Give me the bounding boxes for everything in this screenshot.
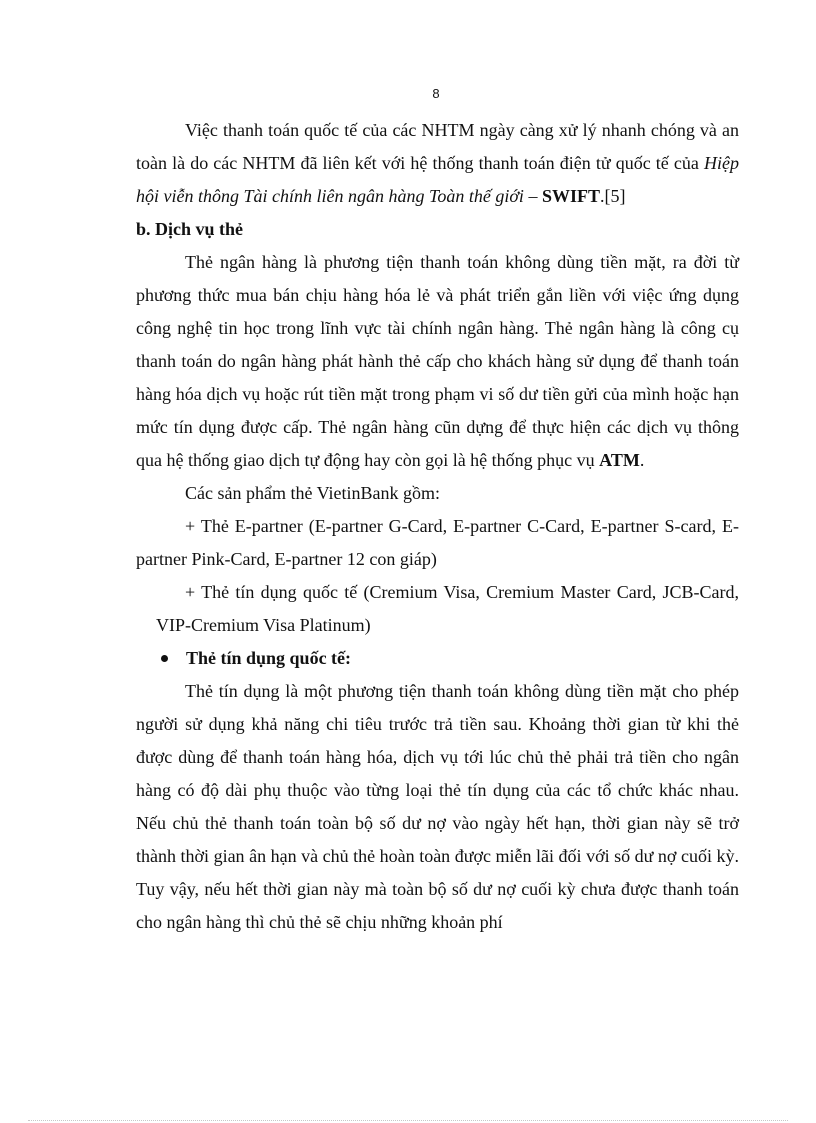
page-number: 8 <box>432 86 440 101</box>
page-bottom-border <box>28 1120 788 1121</box>
paragraph-credit-card: Thẻ tín dụng là một phương tiện thanh toán không dùng tiền mặt cho phép người sử dụng khả năng chi tiêu trước trả tiền sau. Khoảng thời gian từ khi thẻ được dùng để thanh toán hàng hóa, dịch vụ tới lúc chủ thẻ phải trả tiền cho ngân hàng có độ dài phụ thuộc vào từng loại thẻ tín dụng của các tổ chức khác nhau. Nếu chủ thẻ thanh toán toàn bộ số dư nợ vào ngày hết hạn, thời gian này sẽ trở thành thời gian ân hạn và chủ thẻ hoàn toàn được miễn lãi đối với số dư nợ cuối kỳ. Tuy vậy, nếu hết thời gian này mà toàn bộ số dư nợ cuối kỳ chưa được thanh toán cho ngân hàng thì chủ thẻ sẽ chịu những khoản phí <box>136 681 739 932</box>
bullet-icon <box>161 655 168 662</box>
paragraph-swift <box>136 114 739 213</box>
swift-org-name: Hiệp hội viễn thông Tài chính liên ngân hàng Toàn thế giới <box>136 153 739 206</box>
swift-dash: – <box>523 186 542 206</box>
products-intro: Các sản phẩm thẻ VietinBank gồm: <box>185 483 441 503</box>
paragraph-swift-text: Việc thanh toán quốc tế của các NHTM ngày càng xử lý nhanh chóng và an toàn là do các NHTM đã liên kết với hệ thống thanh toán điện tử quốc tế của <box>136 120 739 173</box>
bullet-heading-credit-card <box>136 642 739 675</box>
swift-acronym: SWIFT <box>541 186 600 206</box>
paragraph-bank-card-end: . <box>639 450 645 470</box>
paragraph-bank-card-text: Thẻ ngân hàng là phương tiện thanh toán không dùng tiền mặt, ra đời từ phương thức mua bán chịu hàng hóa lẻ và phát triển gắn liền với việc ứng dụng công nghệ tin học trong lĩnh vực tài chính ngân hàng. Thẻ ngân hàng là công cụ thanh toán do ngân hàng phát hành thẻ cấp cho khách hàng sử dụng để thanh toán hàng hóa dịch vụ hoặc rút tiền mặt trong phạm vi số dư tiền gửi của mình hoặc hạn mức tín dụng được cấp. Thẻ ngân hàng cũn dựng để thực hiện các dịch vụ thông qua hệ thống giao dịch tự động hay còn gọi là hệ thống phục vụ <box>136 252 739 470</box>
product-item-epartner: + Thẻ E-partner (E-partner G-Card, E-partner C-Card, E-partner S-card, E- partner Pink-Card, E-partner 12 con giáp) <box>136 516 739 569</box>
paragraph-bank-card <box>136 246 739 477</box>
product-item-credit: + Thẻ tín dụng quốc tế (Cremium Visa, Cremium Master Card, JCB-Card, VIP-Cremium Visa Platinum) <box>156 582 739 635</box>
bullet-heading-text: Thẻ tín dụng quốc tế: <box>186 648 352 668</box>
section-heading-card-services: b. Dịch vụ thẻ <box>136 219 244 239</box>
atm-term: ATM <box>599 450 640 470</box>
swift-reference: .[5] <box>599 186 626 206</box>
document-body <box>136 114 739 939</box>
